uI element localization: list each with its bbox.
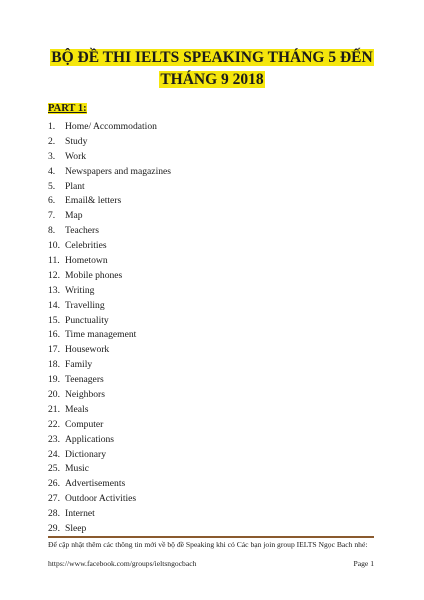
- topic-label: Punctuality: [65, 314, 109, 326]
- footer-divider: [48, 536, 374, 538]
- topic-item: [48, 120, 171, 135]
- topic-number: 6.: [48, 195, 56, 207]
- topic-label: Meals: [65, 403, 89, 415]
- topic-label: Work: [65, 150, 87, 162]
- topic-label: Outdoor Activities: [65, 493, 137, 505]
- topic-number: 2.: [48, 135, 56, 147]
- topic-number: 26.: [48, 478, 60, 490]
- topic-item: [48, 507, 171, 522]
- topic-number: 27.: [48, 493, 60, 505]
- topic-item: [48, 522, 171, 537]
- topic-item: [48, 388, 171, 403]
- topic-item: [48, 343, 171, 358]
- topic-label: Neighbors: [65, 389, 105, 401]
- topic-item: [48, 358, 171, 373]
- topic-item: [48, 135, 171, 150]
- topic-label: Newspapers and magazines: [65, 165, 172, 177]
- page-number: Page 1: [353, 559, 374, 568]
- topic-item: [48, 165, 171, 180]
- topic-number: 8.: [48, 225, 56, 237]
- topic-label: Email& letters: [65, 195, 122, 207]
- topic-number: 16.: [48, 329, 60, 341]
- topic-label: Advertisements: [65, 478, 126, 490]
- topic-label: Music: [65, 463, 89, 475]
- topic-label: Computer: [65, 418, 104, 430]
- topic-item: [48, 477, 171, 492]
- topic-item: [48, 180, 171, 195]
- topic-number: 18.: [48, 359, 60, 371]
- topic-label: Internet: [65, 508, 95, 520]
- topic-number: 11.: [48, 255, 60, 267]
- topic-label: Mobile phones: [65, 269, 123, 281]
- topic-number: 15.: [48, 314, 60, 326]
- topic-label: Family: [65, 359, 93, 371]
- topic-item: [48, 448, 171, 463]
- topic-item: [48, 403, 171, 418]
- topic-number: 1.: [48, 121, 56, 132]
- topic-item: [48, 462, 171, 477]
- topic-number: 19.: [48, 374, 60, 386]
- footer-group-link[interactable]: https://www.facebook.com/groups/ieltsngocbach: [48, 559, 197, 568]
- topic-number: 29.: [48, 523, 60, 535]
- topic-item: [48, 373, 171, 388]
- topic-number: 25.: [48, 463, 60, 475]
- topic-item: [48, 433, 171, 448]
- topic-number: 7.: [48, 210, 56, 222]
- topic-label: Applications: [65, 433, 115, 445]
- topic-label: Time management: [65, 329, 137, 341]
- topic-number: 4.: [48, 165, 56, 177]
- topic-label: Teachers: [65, 225, 99, 237]
- topic-label: Sleep: [65, 523, 87, 535]
- topic-number: 10.: [48, 240, 60, 252]
- topic-item: [48, 254, 171, 269]
- part-1-heading-text: PART 1:: [48, 103, 87, 114]
- topic-number: 14.: [48, 299, 60, 311]
- topic-item: [48, 194, 171, 209]
- topic-number: 17.: [48, 344, 60, 356]
- topic-number: 22.: [48, 418, 60, 430]
- document-title: [50, 47, 374, 91]
- topic-list: [48, 120, 171, 537]
- topic-item: [48, 224, 171, 239]
- topic-item: [48, 299, 171, 314]
- topic-item: [48, 328, 171, 343]
- topic-item: [48, 314, 171, 329]
- topic-item: [48, 269, 171, 284]
- topic-label: Writing: [65, 284, 95, 296]
- topic-number: 21.: [48, 403, 60, 415]
- topic-number: 23.: [48, 433, 60, 445]
- topic-label: Plant: [65, 180, 85, 192]
- title-line-2: THÁNG 9 2018: [160, 71, 264, 88]
- topic-label: Dictionary: [65, 448, 107, 460]
- footer-note: Để cập nhật thêm các thông tin mới về bộ đề Speaking khi có Các bạn join group IELTS Ngọc Bach nhé:: [48, 540, 368, 549]
- topic-number: 5.: [48, 180, 56, 192]
- topic-item: [48, 209, 171, 224]
- topic-label: Housework: [65, 344, 110, 356]
- topic-label: Home/ Accommodation: [65, 121, 157, 132]
- topic-item: [48, 284, 171, 299]
- topic-number: 3.: [48, 150, 56, 162]
- topic-item: [48, 492, 171, 507]
- topic-number: 24.: [48, 448, 60, 460]
- topic-number: 28.: [48, 508, 60, 520]
- part-1-heading: [48, 103, 87, 115]
- topic-item: [48, 418, 171, 433]
- topic-number: 20.: [48, 389, 60, 401]
- topic-label: Celebrities: [65, 240, 107, 252]
- topic-label: Map: [65, 210, 83, 222]
- topic-item: [48, 239, 171, 254]
- topic-item: [48, 150, 171, 165]
- topic-label: Travelling: [65, 299, 105, 311]
- topic-number: 13.: [48, 284, 60, 296]
- topic-label: Hometown: [65, 255, 108, 267]
- topic-label: Teenagers: [65, 374, 104, 386]
- title-line-1: BỘ ĐỀ THI IELTS SPEAKING THÁNG 5 ĐẾN: [51, 49, 373, 66]
- topic-number: 12.: [48, 269, 60, 281]
- topic-label: Study: [65, 135, 88, 147]
